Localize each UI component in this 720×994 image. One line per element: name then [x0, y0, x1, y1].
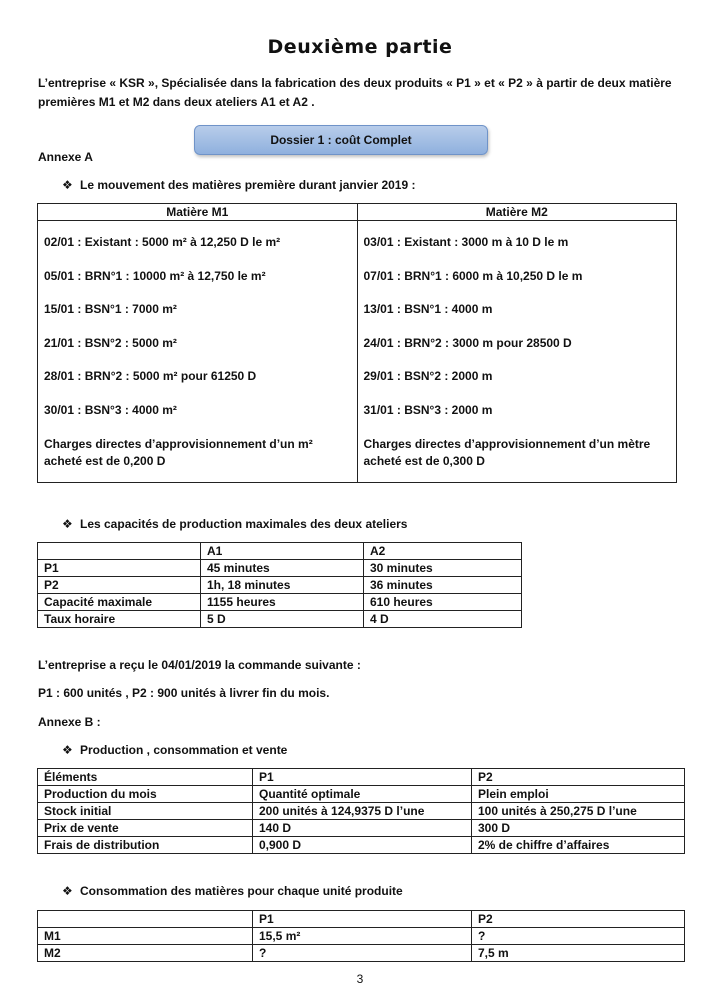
table-cell: P1	[38, 560, 201, 577]
page-title: Deuxième partie	[267, 36, 453, 58]
table-cell: Frais de distribution	[38, 837, 253, 854]
intro-paragraph: L’entreprise « KSR », Spécialisée dans la fabrication des deux produits « P1 » et « P2 » à partir de deux matière premières M1 et M2 dans deux ateliers A1 et A2 .	[38, 76, 672, 109]
table-cell: ?	[253, 945, 472, 962]
table-cell: ?	[472, 928, 685, 945]
table-cell: 15,5 m²	[253, 928, 472, 945]
table-cell: Prix de vente	[38, 820, 253, 837]
header-cell: P2	[472, 769, 685, 786]
m1-line: 05/01 : BRN°1 : 10000 m² à 12,750 le m²	[44, 268, 266, 283]
production-table	[37, 768, 685, 854]
table-header-row	[38, 543, 522, 560]
bullet-diamond-icon: ❖	[62, 743, 73, 757]
table-row	[38, 837, 685, 854]
bullet-diamond-icon: ❖	[62, 517, 73, 531]
section-capacites-heading	[62, 517, 407, 531]
table-cell: 0,900 D	[253, 837, 472, 854]
table-cell: 300 D	[472, 820, 685, 837]
table-cell: 45 minutes	[201, 560, 364, 577]
commande-line-1: L’entreprise a reçu le 04/01/2019 la commande suivante :	[38, 658, 361, 672]
section-conso-text: Consommation des matières pour chaque unité produite	[80, 884, 403, 898]
table-header-row	[38, 204, 677, 221]
table-row	[38, 594, 522, 611]
table-cell: M2	[38, 945, 253, 962]
bullet-diamond-icon: ❖	[62, 884, 73, 898]
section-matieres-text: Le mouvement des matières première durant janvier 2019 :	[80, 178, 416, 192]
table-cell: 2% de chiffre d’affaires	[472, 837, 685, 854]
table-cell: 4 D	[364, 611, 522, 628]
table-cell: 7,5 m	[472, 945, 685, 962]
section-conso-heading	[62, 884, 403, 898]
table-cell: 140 D	[253, 820, 472, 837]
table-row	[38, 611, 522, 628]
matieres-table	[37, 203, 677, 483]
table-cell: M1	[38, 928, 253, 945]
table-cell: 36 minutes	[364, 577, 522, 594]
m1-line: 21/01 : BSN°2 : 5000 m²	[44, 335, 177, 350]
annexe-a-label: Annexe A	[38, 150, 93, 164]
table-row	[38, 945, 685, 962]
table-row	[38, 803, 685, 820]
table-cell: 100 unités à 250,275 D l’une	[472, 803, 685, 820]
header-cell: P1	[253, 911, 472, 928]
header-m2: Matière M2	[357, 204, 677, 221]
m1-line: 28/01 : BRN°2 : 5000 m² pour 61250 D	[44, 369, 257, 383]
table-cell: 1155 heures	[201, 594, 364, 611]
table-header-row	[38, 911, 685, 928]
table-row	[38, 560, 522, 577]
table-cell: Taux horaire	[38, 611, 201, 628]
m2-line: 29/01 : BSN°2 : 2000 m	[363, 369, 493, 383]
m1-column	[38, 221, 358, 483]
capacites-table	[37, 542, 522, 628]
m1-line: 15/01 : BSN°1 : 7000 m²	[44, 302, 177, 316]
table-cell: 200 unités à 124,9375 D l’une	[253, 803, 472, 820]
section-production-text: Production , consommation et vente	[80, 743, 288, 757]
table-cell: 5 D	[201, 611, 364, 628]
m2-line: Charges directes d’approvisionnement d’un mètre acheté est de 0,300 D	[363, 437, 651, 468]
table-row	[38, 577, 522, 594]
table-cell: Quantité optimale	[253, 786, 472, 803]
table-cell: Plein emploi	[472, 786, 685, 803]
bullet-diamond-icon: ❖	[62, 178, 73, 192]
m2-line: 13/01 : BSN°1 : 4000 m	[363, 302, 493, 316]
m2-line: 31/01 : BSN°3 : 2000 m	[363, 402, 493, 417]
table-row	[38, 820, 685, 837]
header-m1: Matière M1	[38, 204, 358, 221]
table-row	[38, 928, 685, 945]
section-capacites-text: Les capacités de production maximales des deux ateliers	[80, 517, 408, 531]
table-row	[38, 221, 677, 483]
table-cell: 610 heures	[364, 594, 522, 611]
header-cell: P2	[472, 911, 685, 928]
m2-line: 07/01 : BRN°1 : 6000 m à 10,250 D le m	[363, 268, 583, 283]
m1-line: 30/01 : BSN°3 : 4000 m²	[44, 402, 177, 417]
m2-line: 03/01 : Existant : 3000 m à 10 D le m	[363, 235, 569, 249]
table-cell: 30 minutes	[364, 560, 522, 577]
m2-column	[357, 221, 677, 483]
section-production-heading	[62, 743, 287, 757]
header-cell	[38, 911, 253, 928]
section-matieres-heading	[62, 178, 415, 192]
table-cell: Production du mois	[38, 786, 253, 803]
table-header-row	[38, 769, 685, 786]
annexe-b-label: Annexe B :	[38, 715, 101, 729]
commande-line-2: P1 : 600 unités , P2 : 900 unités à livrer fin du mois.	[38, 686, 330, 700]
conso-table	[37, 910, 685, 962]
m1-line: Charges directes d’approvisionnement d’un m² acheté est de 0,200 D	[44, 437, 313, 468]
table-cell: P2	[38, 577, 201, 594]
page-number: 3	[356, 972, 364, 986]
m1-line: 02/01 : Existant : 5000 m² à 12,250 D le m²	[44, 235, 281, 249]
m2-line: 24/01 : BRN°2 : 3000 m pour 28500 D	[363, 335, 572, 350]
table-cell: Stock initial	[38, 803, 253, 820]
header-cell	[38, 543, 201, 560]
dossier-banner: Dossier 1 : coût Complet	[194, 125, 488, 155]
header-cell: Éléments	[38, 769, 253, 786]
table-cell: Capacité maximale	[38, 594, 201, 611]
header-cell: A1	[201, 543, 364, 560]
table-row	[38, 786, 685, 803]
table-cell: 1h, 18 minutes	[201, 577, 364, 594]
header-cell: A2	[364, 543, 522, 560]
header-cell: P1	[253, 769, 472, 786]
